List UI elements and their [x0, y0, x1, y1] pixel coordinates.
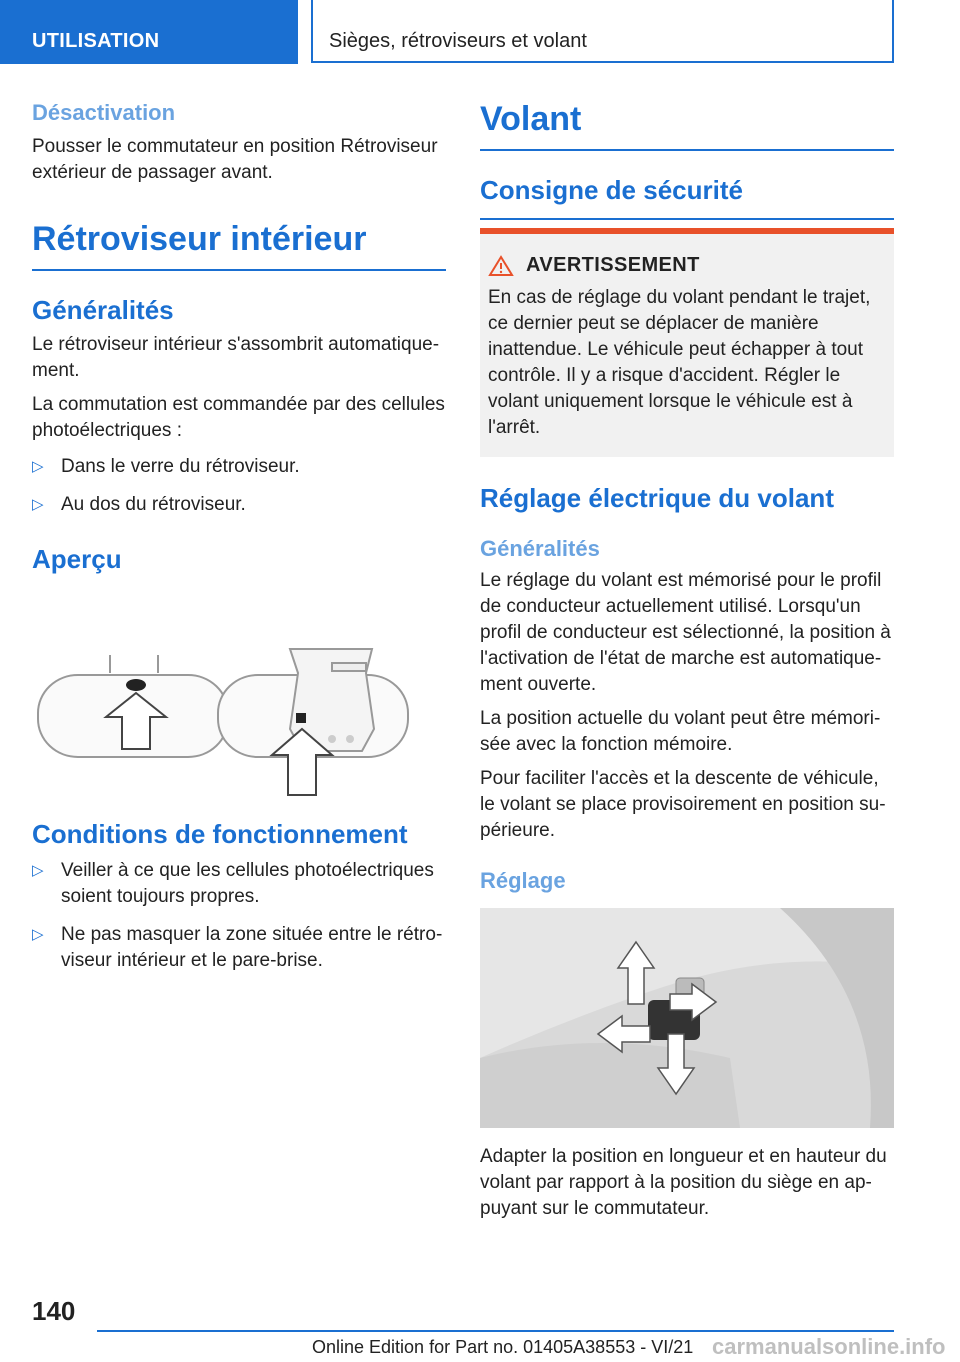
interior-mirror-illustration: [32, 589, 446, 809]
general-para-1: Le rétroviseur intérieur s'assombrit automatiquement.: [32, 334, 440, 381]
overview-heading: Aperçu: [32, 544, 122, 574]
deactivation-text: Pousser le commutateur en position Rétroviseur extérieur de passager avant.: [32, 136, 438, 183]
electric-adjustment-heading: Réglage électrique du volant: [480, 483, 834, 513]
header-section-label: UTILISATION: [32, 30, 160, 52]
edition-info: Online Edition for Part no. 01405A38553 - VI/21: [312, 1337, 694, 1357]
conditions-list: [32, 858, 446, 974]
triangle-bullet-icon: ▷: [32, 496, 44, 513]
left-column: [32, 100, 446, 974]
general-subheading: Généralités: [480, 536, 600, 561]
header-chapter-box: [311, 0, 894, 63]
list-item: ▷ Ne pas masquer la zone située entre le rétroviseur intérieur et le pare-brise.: [32, 924, 443, 971]
triangle-bullet-icon: ▷: [32, 458, 44, 475]
interior-mirror-heading: Rétroviseur intérieur: [32, 220, 446, 271]
safety-heading: Consigne de sécurité: [480, 175, 894, 220]
warning-text: En cas de réglage du volant pendant le trajet, ce dernier peut se déplacer de manière inattendue. Le véhicule peut échapper à tout contrôle. Il y a risque d'accident. Régler le volant uniquement lorsque le véhicule est à l'arrêt.: [488, 287, 871, 438]
header-chapter-label: Sièges, rétroviseurs et volant: [329, 30, 587, 52]
warning-title-row: [488, 254, 886, 277]
triangle-bullet-icon: ▷: [32, 926, 44, 943]
footer-divider: [97, 1330, 894, 1332]
page-number: 140: [32, 1296, 76, 1326]
warning-title: AVERTISSEMENT: [526, 254, 700, 276]
steering-adjustment-illustration: [480, 908, 894, 1128]
deactivation-heading: Désactivation: [32, 100, 176, 125]
general-para-2: La commutation est commandée par des cellules photoélectriques :: [32, 394, 445, 441]
general-heading: Généralités: [32, 295, 174, 325]
warning-triangle-icon: [488, 255, 514, 277]
operating-conditions-heading: Conditions de fonctionnement: [32, 819, 408, 849]
general-para-1: Le réglage du volant est mémorisé pour le profil de conducteur actuellement utilisé. Lorsqu'un profil de conducteur est sélectionné, la position à l'activation de l'état de marche est automatiquement ouverte.: [480, 570, 891, 695]
photocell-list: [32, 454, 446, 518]
watermark: carmanualsonline.info: [712, 1334, 946, 1359]
list-item: ▷ Veiller à ce que les cellules photoélectriques soient toujours propres.: [32, 860, 434, 907]
general-para-3: Pour faciliter l'accès et la descente de véhicule, le volant se place provisoirement en position supérieure.: [480, 768, 886, 841]
general-para-2: La position actuelle du volant peut être mémorisée avec la fonction mémoire.: [480, 708, 881, 755]
adjustment-text: Adapter la position en longueur et en hauteur du volant par rapport à la position du siège en appuyant sur le commutateur.: [480, 1146, 887, 1219]
right-column: [480, 100, 894, 1222]
header-section-tab: [0, 0, 298, 64]
warning-box: [480, 228, 894, 457]
triangle-bullet-icon: ▷: [32, 862, 44, 879]
adjustment-subheading: Réglage: [480, 868, 566, 893]
list-item: ▷ Au dos du rétroviseur.: [32, 492, 446, 518]
steering-wheel-heading: Volant: [480, 100, 894, 151]
list-item: ▷ Dans le verre du rétroviseur.: [32, 454, 446, 480]
